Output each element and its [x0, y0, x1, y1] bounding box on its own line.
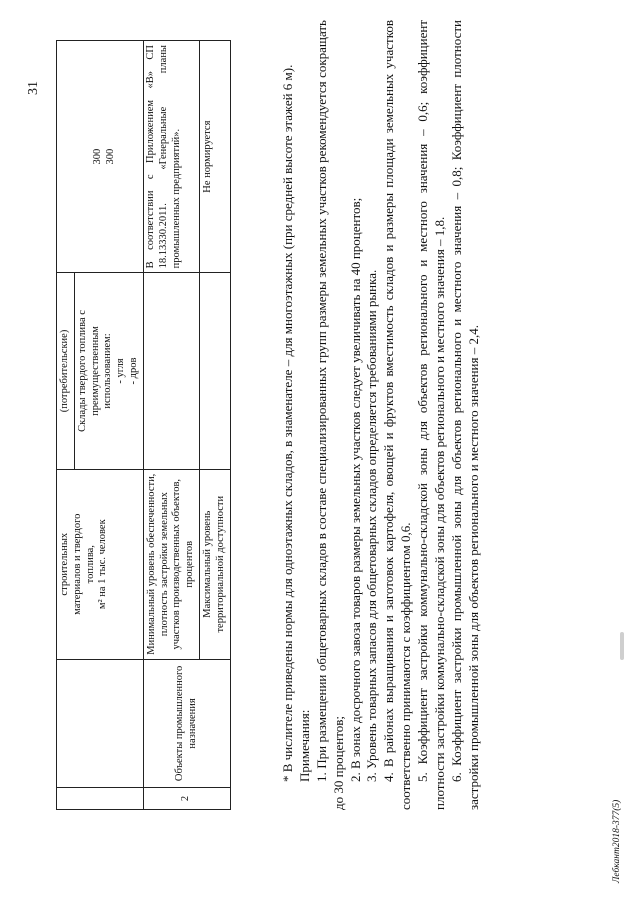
table-row-industrial	[143, 41, 199, 810]
footer-code: Лебкант2018-377(5)	[612, 799, 622, 883]
cell-row-number	[143, 787, 230, 809]
object-name: Объекты промышленного назначения	[173, 665, 198, 782]
indicator-line: м² на 1 тыс. человек	[97, 519, 109, 610]
cell-num-empty	[57, 787, 144, 809]
value-wood: 300	[104, 148, 116, 165]
fuel-line: Склады твердого топлива с	[76, 310, 88, 432]
norms-table	[56, 40, 231, 810]
cell-indicator-min	[143, 469, 199, 659]
footnote: * В числителе приведены нормы для одноэтажных складов, в знаменателе – для многоэтажных (при средней высоте этажей 6 м).	[280, 64, 295, 782]
cell-indicator-top	[57, 469, 144, 659]
type-top-label: (потребительские)	[59, 329, 70, 413]
table-row-top	[57, 41, 75, 810]
value-min: В соответствии с Приложением «В» СП 18.13330.2011. «Генеральные планы промышленных предприятий».	[145, 45, 182, 269]
note-item: 6. Коэффициент застройки промышленной зоны для объектов регионального и местного значения – 0,8; Коэффициент плотности застройки промышленной зоны для объектов регионального и местного значения – 2,4.	[448, 20, 481, 810]
cell-type-fuel	[74, 273, 143, 469]
indicator-line: топлива,	[84, 545, 96, 584]
value-max: Не нормируется	[201, 120, 213, 193]
cell-indicator-max	[199, 469, 230, 659]
fuel-line: использованием:	[102, 333, 114, 409]
cell-type-top	[57, 273, 75, 469]
cell-value-max	[199, 41, 230, 273]
note-item: 2. В зонах досрочного завоза товаров размеры земельных участков следует увеличивать на 40 процентов;	[347, 197, 363, 782]
fuel-line: - угля	[115, 358, 127, 384]
note-item: 1. При размещении общетоварных складов в составе специализированных групп размеры земельных участков рекомендуется сокращать до 30 процентов;	[313, 20, 346, 810]
fuel-line: преимущественным	[89, 326, 101, 416]
cell-object-empty	[57, 659, 144, 787]
page-number: 31	[26, 81, 41, 95]
fuel-line: - дров	[127, 357, 139, 385]
indicator-line: строительных	[59, 532, 70, 596]
note-item: 4. В районах выращивания и заготовок картофеля, овощей и фруктов вместимость складов и размеры площади земельных участков соответственно принимаются с коэффициентом 0,6.	[381, 20, 414, 810]
note-item: 5. Коэффициент застройки коммунально-складской зоны для объектов регионального и местного значения – 0,6; коэффициент плотности застройки коммунально-складской зоны для объектов регионального и местного значения – 1,8.	[415, 20, 448, 810]
indicator-line: материалов и твердого	[71, 513, 83, 615]
notes-block	[280, 20, 483, 810]
cell-value-min	[91, 41, 199, 273]
value-stack	[92, 45, 118, 268]
note-item: 3. Уровень товарных запасов для общетоварных складов определяется требованиями рынка.	[364, 269, 380, 782]
scan-edge-mark	[620, 632, 624, 660]
cell-type-empty	[143, 273, 199, 469]
value-coal: 300	[91, 148, 103, 165]
cell-type-empty-2	[199, 273, 230, 469]
cell-object-name	[143, 659, 230, 787]
indicator-min: Минимальный уровень обеспеченности, плотность застройки земельных участков производственных объектов, процентов	[145, 473, 196, 655]
notes-heading: Примечания:	[296, 709, 312, 782]
indicator-max: Максимальный уровень территориальной доступности	[201, 495, 226, 633]
row-number: 2	[180, 795, 192, 802]
